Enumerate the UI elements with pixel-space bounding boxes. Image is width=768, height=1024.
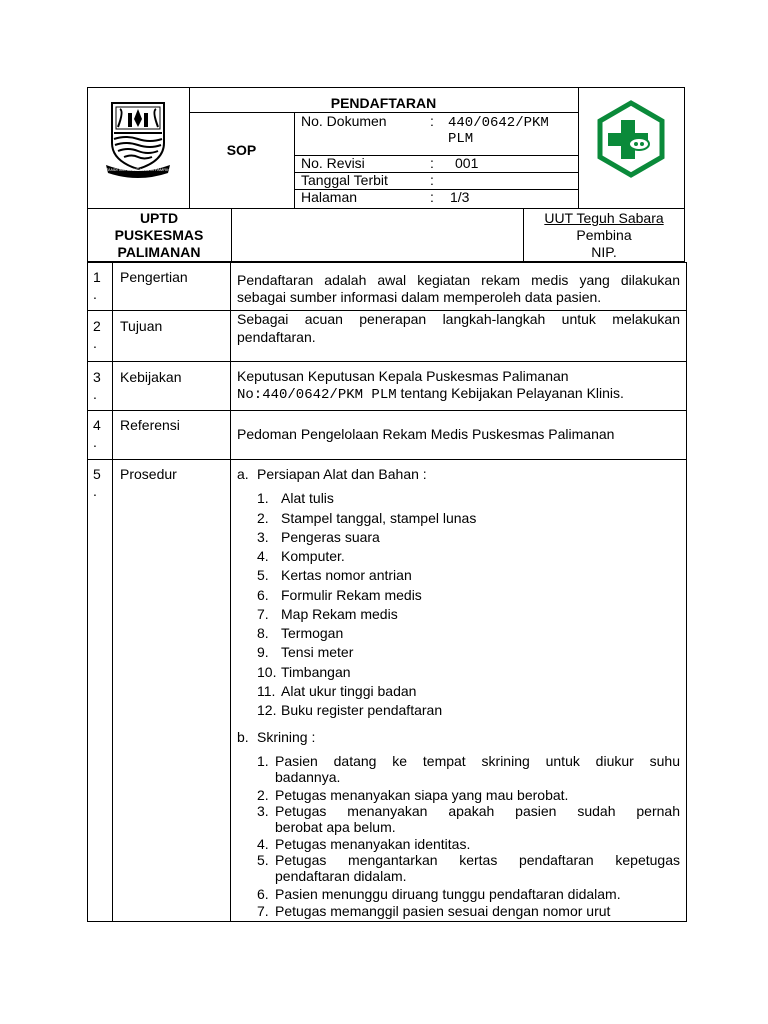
equipment-item: Pengeras suara <box>281 529 380 545</box>
equipment-item: Buku register pendaftaran <box>281 702 443 718</box>
policy-title: tentang Kebijakan Pelayanan Klinis. <box>396 385 624 401</box>
section-text-tujuan-cont: pendaftaran. <box>237 329 316 345</box>
screening-step-cont: badannya. <box>275 769 341 785</box>
puskesmas-logo <box>595 100 667 178</box>
subsection-title-b: Skrining : <box>257 729 316 745</box>
section-number-dot: . <box>93 386 97 402</box>
section-text-referensi: Pedoman Pengelolaan Rekam Medis Puskesmas Palimanan <box>237 426 615 442</box>
policy-number: No:440/0642/PKM PLM <box>237 387 397 403</box>
screening-step: Petugas memanggil pasien sesuai dengan nomor urut <box>275 903 611 919</box>
section-text-pengertian-cont: sebagai sumber informasi dalam memperoleh data pasien. <box>237 289 602 305</box>
section-text-kebijakan: Keputusan Keputusan Kepala Puskesmas Palimanan <box>237 368 569 384</box>
equipment-item: Stampel tanggal, stampel lunas <box>281 510 477 526</box>
screening-step: Pasien menunggu diruang tunggu pendaftaran didalam. <box>275 886 621 902</box>
section-number-dot: . <box>93 434 97 450</box>
header-divider <box>231 208 232 262</box>
screening-step-number: 1. <box>257 753 269 769</box>
emblem-motto: TANDI ING GAWE MAWIN PAMRIH <box>105 167 171 172</box>
screening-step-number: 5. <box>257 852 269 868</box>
field-value-no-revisi: 001 <box>455 155 479 171</box>
field-sep: : <box>430 155 434 171</box>
section-number-dot: . <box>93 335 97 351</box>
section-text-pengertian: Pendaftaran adalah awal kegiatan rekam medis yang dilakukan <box>237 272 680 288</box>
body-divider <box>87 410 687 411</box>
screening-step: Petugas menanyakan identitas. <box>275 836 471 852</box>
section-number: 4 <box>93 417 101 433</box>
screening-step-cont: pendaftaran didalam. <box>275 868 407 884</box>
header-divider <box>87 208 685 209</box>
signer-name: UUT Teguh Sabara <box>544 210 664 226</box>
section-label-kebijakan: Kebijakan <box>120 369 182 385</box>
screening-step-number: 3. <box>257 803 269 819</box>
unit-name-line2: PUSKESMAS <box>114 227 204 243</box>
section-label-prosedur: Prosedur <box>120 466 177 482</box>
section-label-referensi: Referensi <box>120 417 180 433</box>
document-title: PENDAFTARAN <box>330 95 437 111</box>
field-sep: : <box>430 189 434 205</box>
screening-step-cont: berobat apa belum. <box>275 819 396 835</box>
unit-name-line1: UPTD <box>139 210 179 226</box>
screening-step-number: 6. <box>257 886 269 902</box>
screening-step: Petugas menanyakan apakah pasien sudah pernah <box>275 803 680 819</box>
section-number: 1 <box>93 269 101 285</box>
sop-label: SOP <box>226 142 257 158</box>
equipment-item-number: 7. <box>257 606 269 622</box>
section-number: 2 <box>93 318 101 334</box>
equipment-item-number: 4. <box>257 548 269 564</box>
screening-step-number: 4. <box>257 836 269 852</box>
subsection-marker-b: b. <box>237 729 249 745</box>
equipment-item-number: 1. <box>257 490 269 506</box>
equipment-item-number: 11. <box>257 683 276 699</box>
field-value-halaman: 1/3 <box>450 189 470 205</box>
equipment-item: Timbangan <box>281 664 351 680</box>
equipment-item-number: 2. <box>257 510 269 526</box>
field-value-no-dokumen-cont: PLM <box>448 131 474 147</box>
equipment-item-number: 5. <box>257 567 269 583</box>
signer-nip: NIP. <box>591 244 617 260</box>
header-divider <box>578 87 579 208</box>
screening-step-number: 7. <box>257 903 269 919</box>
equipment-item: Komputer. <box>281 548 345 564</box>
equipment-item: Termogan <box>281 625 344 641</box>
screening-step: Petugas mengantarkan kertas pendaftaran kepetugas <box>275 852 680 868</box>
equipment-item: Tensi meter <box>281 644 354 660</box>
subsection-title-a: Persiapan Alat dan Bahan : <box>257 466 427 482</box>
equipment-item: Kertas nomor antrian <box>281 567 412 583</box>
equipment-item-number: 9. <box>257 644 269 660</box>
section-text-kebijakan-cont <box>237 385 624 404</box>
field-label-no-dokumen: No. Dokumen <box>301 113 387 129</box>
section-label-pengertian: Pengertian <box>120 269 188 285</box>
header-divider <box>294 112 295 208</box>
equipment-item-number: 6. <box>257 587 269 603</box>
signer-rank: Pembina <box>576 227 632 243</box>
field-label-halaman: Halaman <box>301 189 358 205</box>
equipment-item-number: 3. <box>257 529 269 545</box>
section-number: 5 <box>93 466 101 482</box>
screening-step: Petugas menanyakan siapa yang mau berobat. <box>275 787 569 803</box>
unit-name-line3: PALIMANAN <box>117 244 201 260</box>
equipment-item: Map Rekam medis <box>281 606 398 622</box>
subsection-marker-a: a. <box>237 466 249 482</box>
equipment-item: Alat tulis <box>281 490 334 506</box>
section-number-dot: . <box>93 483 97 499</box>
section-label-tujuan: Tujuan <box>120 318 163 334</box>
field-label-tanggal-terbit: Tanggal Terbit <box>301 172 388 188</box>
equipment-item: Alat ukur tinggi badan <box>281 683 417 699</box>
body-divider <box>87 361 687 362</box>
field-value-no-dokumen: 440/0642/PKM <box>448 115 549 131</box>
field-sep: : <box>430 113 434 129</box>
section-text-tujuan: Sebagai acuan penerapan langkah-langkah untuk melakukan <box>237 311 680 327</box>
equipment-item-number: 12. <box>257 702 277 718</box>
equipment-item: Formulir Rekam medis <box>281 587 422 603</box>
screening-step-number: 2. <box>257 787 269 803</box>
body-divider <box>87 459 687 460</box>
screening-step: Pasien datang ke tempat skrining untuk diukur suhu <box>275 753 680 769</box>
field-sep: : <box>430 172 434 188</box>
section-number: 3 <box>93 369 101 385</box>
equipment-item-number: 10. <box>257 664 277 680</box>
field-label-no-revisi: No. Revisi <box>301 155 365 171</box>
section-number-dot: . <box>93 286 97 302</box>
equipment-item-number: 8. <box>257 625 269 641</box>
